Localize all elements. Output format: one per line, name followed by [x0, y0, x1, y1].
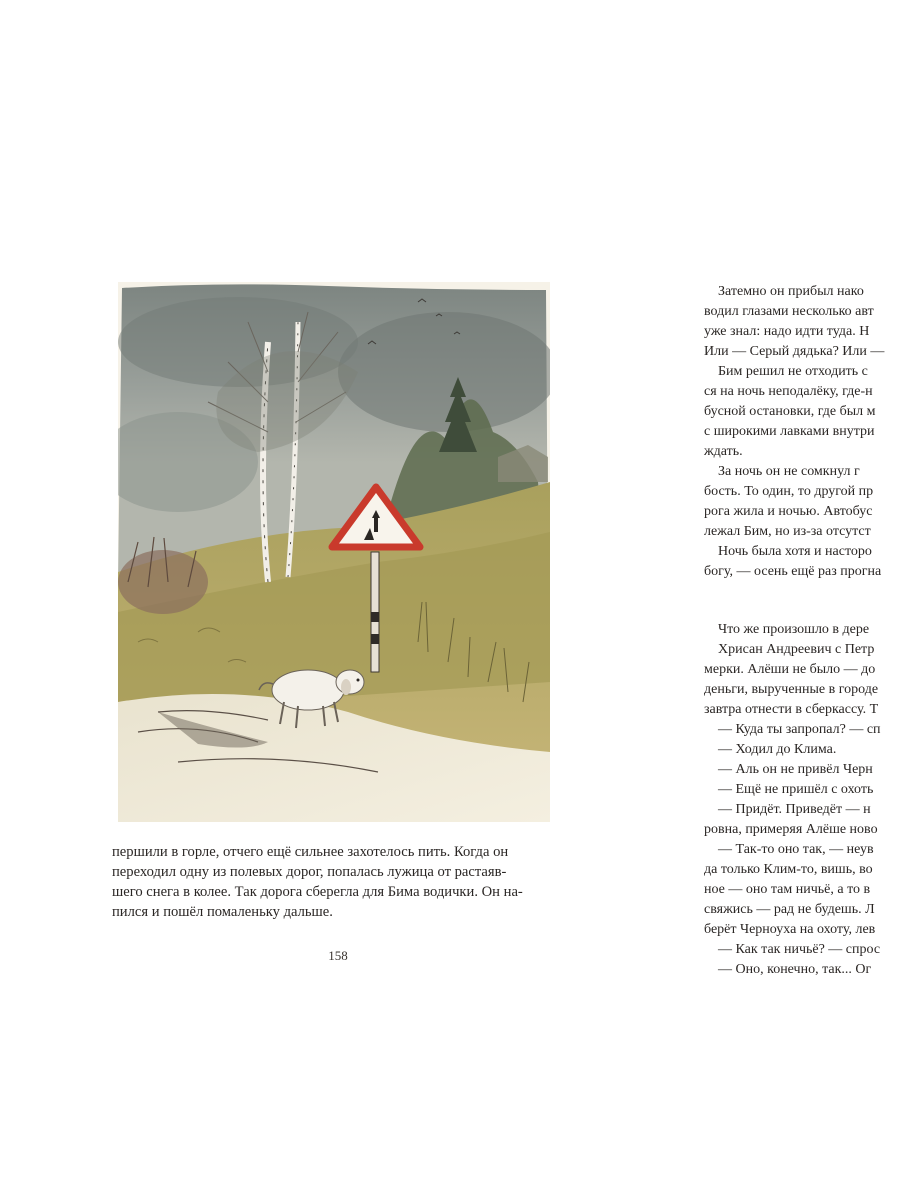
- text-line: шего снега в колее. Так дорога сберегла для Бима водички. Он на-: [112, 884, 523, 900]
- text-line: Что же произошло в дере: [704, 622, 870, 637]
- text-line: лежал Бим, но из-за отсутст: [704, 524, 871, 539]
- text-line: свяжись — рад не будешь. Л: [704, 902, 875, 917]
- text-line: мерки. Алёши не было — до: [704, 662, 876, 677]
- right-page-text: [704, 282, 900, 980]
- text-line: — Так-то оно так, — неув: [704, 842, 874, 857]
- text-line: богу, — осень ещё раз прогна: [704, 564, 882, 579]
- text-line: ровна, примеряя Алёше ново: [704, 822, 878, 837]
- text-line: Затемно он прибыл нако: [704, 284, 864, 299]
- text-line: Бим решил не отходить с: [704, 364, 868, 379]
- left-page-text: [112, 842, 552, 922]
- illustration: [118, 282, 550, 822]
- text-line: бость. То один, то другой пр: [704, 484, 874, 499]
- text-line: першили в горле, отчего ещё сильнее захотелось пить. Когда он: [112, 844, 509, 860]
- text-line: уже знал: надо идти туда. Н: [704, 324, 870, 339]
- text-line: — Куда ты запропал? — сп: [704, 722, 881, 737]
- text-line: да только Клим-то, вишь, во: [704, 862, 873, 877]
- text-line: — Ходил до Клима.: [704, 742, 837, 757]
- text-line: — Придёт. Приведёт — н: [704, 802, 871, 817]
- text-line: деньги, вырученные в городе: [704, 682, 879, 697]
- text-line: с широкими лавками внутри: [704, 424, 875, 439]
- text-line: ся на ночь неподалёку, где-н: [704, 384, 873, 399]
- text-line: ждать.: [704, 444, 743, 459]
- text-line: ное — оно там ничьё, а то в: [704, 882, 871, 897]
- text-line: — Ещё не пришёл с охоть: [704, 782, 874, 797]
- right-page: [600, 0, 900, 1200]
- text-line: переходил одну из полевых дорог, попалась лужица от растаяв-: [112, 864, 507, 880]
- text-line: Или — Серый дядька? Или —: [704, 344, 885, 359]
- text-line: Хрисан Андреевич с Петр: [704, 642, 875, 657]
- text-line: — Оно, конечно, так... Ог: [704, 962, 872, 977]
- text-line: — Как так ничьё? — спрос: [704, 942, 881, 957]
- watercolor-illustration-icon: [118, 282, 550, 822]
- text-line: За ночь он не сомкнул г: [704, 464, 860, 479]
- text-line: завтра отнести в сберкассу. Т: [704, 702, 879, 717]
- text-line: бусной остановки, где был м: [704, 404, 876, 419]
- text-line: рога жила и ночью. Автобус: [704, 504, 873, 519]
- text-line: водил глазами несколько авт: [704, 304, 874, 319]
- page-number: 158: [328, 948, 348, 963]
- text-line: — Аль он не привёл Черн: [704, 762, 873, 777]
- text-line: пился и пошёл помаленьку дальше.: [112, 904, 333, 920]
- section-break: [704, 582, 900, 620]
- text-line: берёт Черноуха на охоту, лев: [704, 922, 876, 937]
- text-line: Ночь была хотя и насторо: [704, 544, 872, 559]
